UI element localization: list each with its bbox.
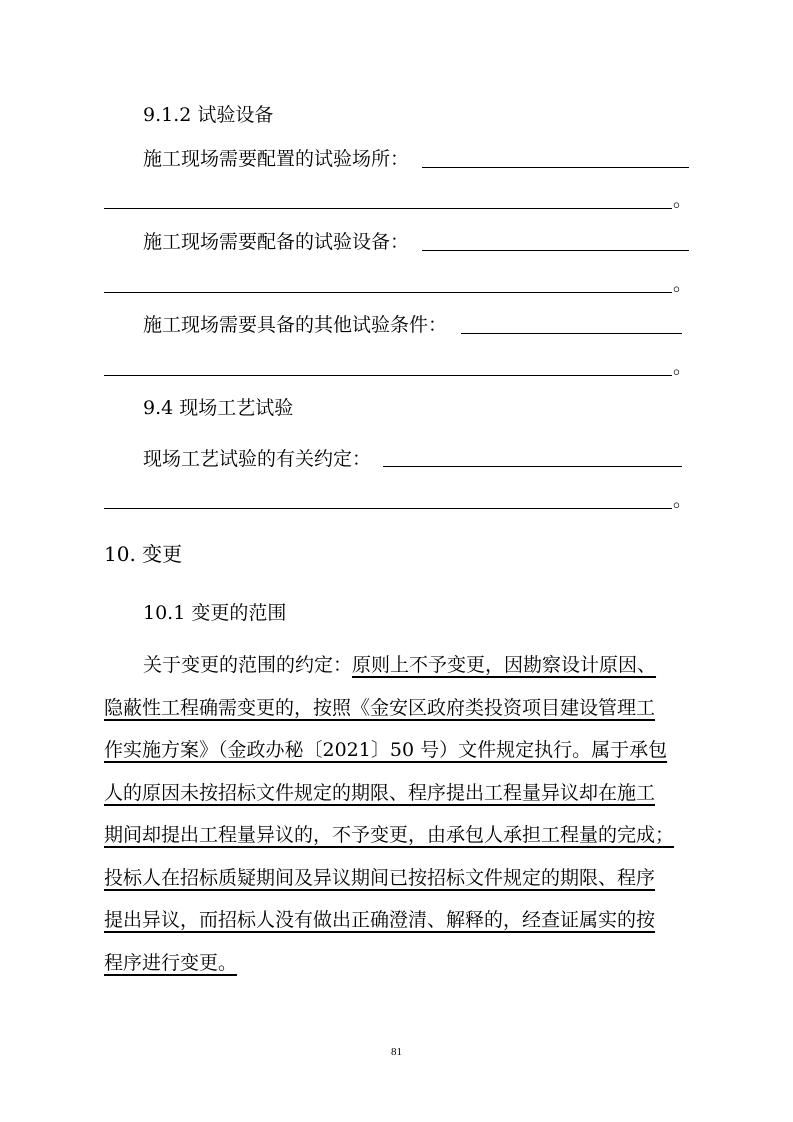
field-label-test-equipment: 施工现场需要配备的试验设备： <box>143 231 410 253</box>
field-end-mark: 。 <box>673 189 693 211</box>
field-label-other-conditions: 施工现场需要具备的其他试验条件： <box>143 314 448 336</box>
page-number: 81 <box>391 1046 402 1058</box>
field-end-mark: 。 <box>673 356 693 378</box>
paragraph-lead: 关于变更的范围的约定： <box>143 654 353 676</box>
paragraph-line-7: 提出异议，而招标人没有做出正确澄清、解释的，经查证属实的按 <box>104 909 656 931</box>
blank-process-test-1 <box>383 466 682 467</box>
blank-test-equipment-1 <box>422 250 689 251</box>
blank-other-conditions-1 <box>461 333 682 334</box>
blank-process-test-2 <box>104 508 672 509</box>
section-heading-9-1-2: 9.1.2 试验设备 <box>143 104 274 126</box>
field-end-mark: 。 <box>673 273 693 295</box>
paragraph-line-3: 作实施方案》（金政办秘〔2021〕50 号）文件规定执行。属于承包 <box>104 739 668 761</box>
section-heading-9-4: 9.4 现场工艺试验 <box>143 397 294 419</box>
blank-test-equipment-2 <box>104 292 672 293</box>
section-heading-10: 10. 变更 <box>104 542 183 566</box>
field-label-process-test: 现场工艺试验的有关约定： <box>143 448 372 470</box>
filled-text: 原则上不予变更，因勘察设计原因、 <box>352 654 657 676</box>
paragraph-line-1 <box>143 653 656 677</box>
paragraph-line-8: 程序进行变更。 <box>104 952 238 974</box>
paragraph-line-6: 投标人在招标质疑期间及异议期间已按招标文件规定的期限、程序 <box>104 867 656 889</box>
paragraph-line-2: 隐蔽性工程确需变更的，按照《金安区政府类投资项目建设管理工 <box>104 697 656 719</box>
field-end-mark: 。 <box>673 489 693 511</box>
section-heading-10-1: 10.1 变更的范围 <box>143 602 287 624</box>
blank-other-conditions-2 <box>104 375 672 376</box>
blank-test-site-1 <box>422 167 689 168</box>
paragraph-line-4: 人的原因未按招标文件规定的期限、程序提出工程量异议却在施工 <box>104 782 656 804</box>
paragraph-line-5: 期间却提出工程量异议的，不予变更，由承包人承担工程量的完成； <box>104 824 675 846</box>
field-label-test-site: 施工现场需要配置的试验场所： <box>143 148 410 170</box>
blank-test-site-2 <box>104 208 672 209</box>
